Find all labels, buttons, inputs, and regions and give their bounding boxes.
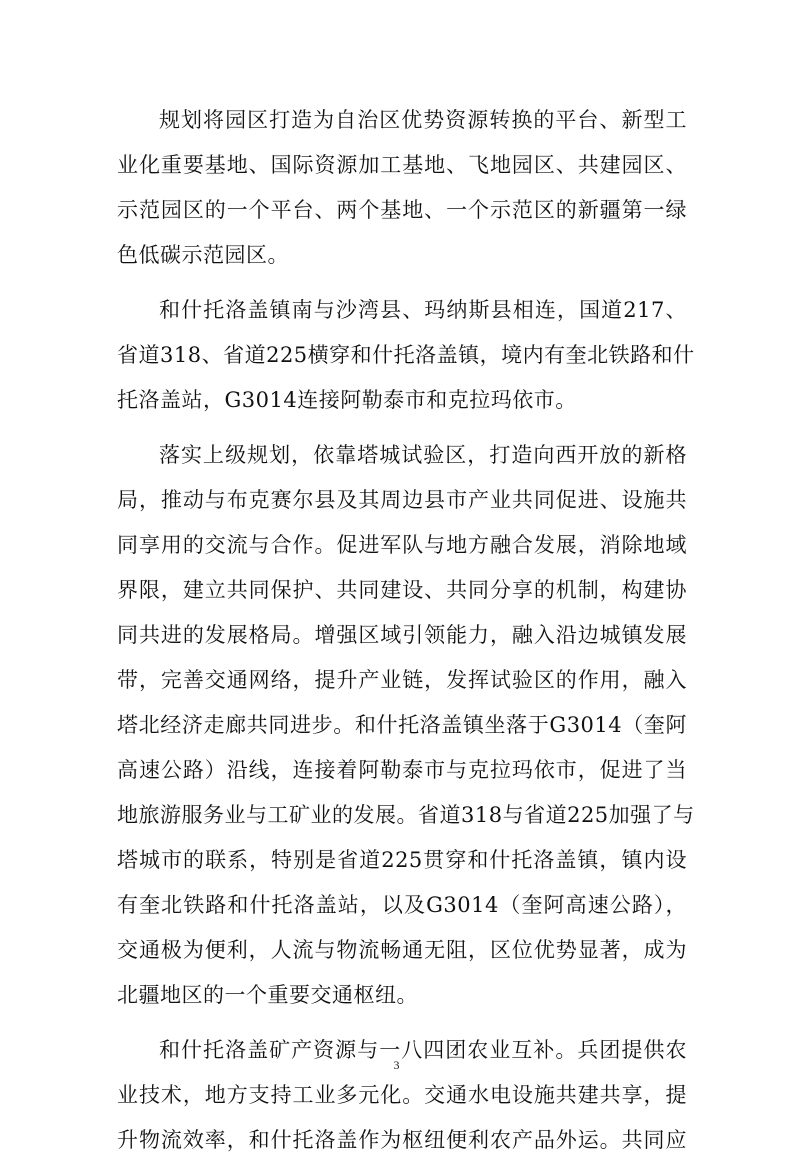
text-line: 地旅游服务业与工矿业的发展。省道318与省道225加强了与 — [117, 803, 695, 827]
paragraph-1 — [117, 98, 687, 278]
text-line: 局，推动与布克赛尔县及其周边县市产业共同促进、设施共 — [117, 488, 687, 512]
text-line: 示范园区的一个平台、两个基地、一个示范区的新疆第一绿 — [117, 198, 687, 222]
body-text — [117, 98, 695, 1173]
text-line: 色低碳示范园区。 — [117, 243, 289, 267]
text-line: 塔城市的联系，特别是省道225贯穿和什托洛盖镇，镇内设 — [117, 848, 687, 872]
text-line: 和什托洛盖矿产资源与一八四团农业互补。兵团提供农 — [159, 1038, 687, 1062]
text-line: 业技术，地方支持工业多元化。交通水电设施共建共享，提 — [117, 1083, 687, 1107]
text-line: 规划将园区打造为自治区优势资源转换的平台、新型工 — [159, 108, 687, 132]
text-line: 落实上级规划，依靠塔城试验区，打造向西开放的新格 — [159, 443, 687, 467]
text-line: 带，完善交通网络，提升产业链，发挥试验区的作用，融入 — [117, 668, 687, 692]
text-line: 有奎北铁路和什托洛盖站，以及G3014（奎阿高速公路）， — [117, 893, 687, 917]
paragraph-2 — [117, 288, 695, 423]
paragraph-3 — [117, 433, 695, 1018]
text-line: 托洛盖站，G3014连接阿勒泰市和克拉玛依市。 — [117, 388, 577, 412]
text-line: 高速公路）沿线，连接着阿勒泰市与克拉玛依市，促进了当 — [117, 758, 687, 782]
text-line: 界限，建立共同保护、共同建设、共同分享的机制，构建协 — [117, 578, 687, 602]
text-line: 业化重要基地、国际资源加工基地、飞地园区、共建园区、 — [117, 153, 687, 177]
text-line: 和什托洛盖镇南与沙湾县、玛纳斯县相连，国道217、 — [159, 298, 687, 322]
text-line: 塔北经济走廊共同进步。和什托洛盖镇坐落于G3014（奎阿 — [117, 713, 687, 737]
page-number: 3 — [393, 1058, 400, 1072]
text-line: 升物流效率，和什托洛盖作为枢纽便利农产品外运。共同应 — [117, 1128, 687, 1152]
text-line: 交通极为便利，人流与物流畅通无阻，区位优势显著，成为 — [117, 938, 687, 962]
paragraph-4 — [117, 1028, 687, 1163]
text-line: 省道318、省道225横穿和什托洛盖镇，境内有奎北铁路和什 — [117, 343, 695, 367]
text-line: 同享用的交流与合作。促进军队与地方融合发展，消除地域 — [117, 533, 687, 557]
text-line: 北疆地区的一个重要交通枢纽。 — [117, 983, 418, 1007]
text-line: 同共进的发展格局。增强区域引领能力，融入沿边城镇发展 — [117, 623, 687, 647]
